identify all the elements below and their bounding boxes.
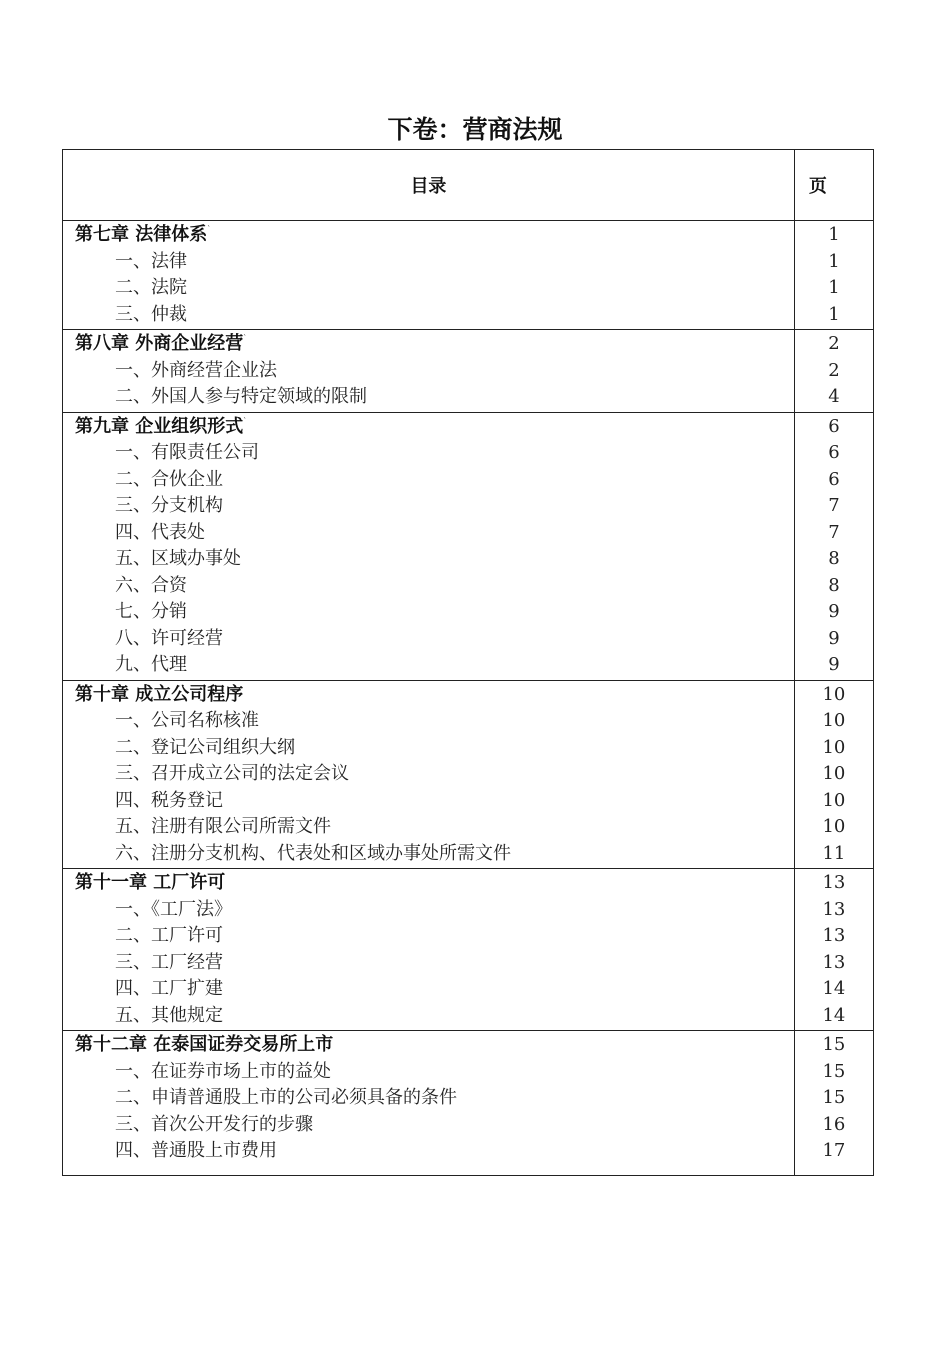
section-page-number: 10 (822, 789, 846, 811)
section-title[interactable]: 二、合伙企业 (115, 468, 223, 490)
chapter-titles-cell (63, 330, 795, 413)
section-title[interactable]: 四、代表处 (115, 521, 205, 543)
section-page-number: 7 (828, 495, 840, 516)
section-title[interactable]: 二、法院 (115, 277, 187, 298)
chapter-titles-cell (63, 869, 795, 1031)
chapter-block (63, 330, 874, 413)
section-title[interactable]: 四、税务登记 (115, 789, 223, 811)
chapter-pages-cell (794, 412, 873, 680)
section-page-number: 10 (822, 710, 846, 731)
section-title[interactable]: 六、注册分支机构、代表处和区域办事处所需文件 (115, 842, 511, 864)
section-title[interactable]: 二、登记公司组织大纲 (115, 736, 295, 758)
chapter-page-number: 1 (828, 224, 840, 245)
chapter-page-number: 6 (828, 415, 840, 437)
section-page-number: 14 (822, 1004, 846, 1026)
chapter-page-number: 13 (822, 872, 846, 893)
section-page-number: 10 (822, 736, 846, 758)
chapter-mark: ` (243, 416, 247, 425)
section-page-number: 16 (822, 1113, 846, 1135)
chapter-page-number: 2 (828, 333, 840, 354)
section-title[interactable]: 三、分支机构 (115, 495, 223, 516)
section-page-number: 11 (822, 842, 846, 864)
section-title[interactable]: 四、普通股上市费用 (115, 1140, 277, 1161)
section-title[interactable]: 五、注册有限公司所需文件 (115, 816, 331, 837)
section-page-number: 9 (828, 601, 840, 622)
section-page-number: 1 (828, 303, 840, 325)
chapter-block (63, 869, 874, 1031)
section-title[interactable]: 三、首次公开发行的步骤 (115, 1113, 313, 1135)
chapter-title-text: 第八章 外商企业经营 (75, 333, 244, 354)
section-page-number: 10 (822, 763, 846, 784)
section-title[interactable]: 九、代理 (115, 654, 187, 675)
chapter-title[interactable] (63, 331, 794, 358)
chapter-title-text: 第九章 企业组织形式 (75, 415, 244, 437)
section-title[interactable]: 一、公司名称核准 (115, 710, 259, 731)
chapter-titles-cell (63, 680, 795, 869)
section-page-number: 6 (828, 442, 840, 463)
section-page-number: 15 (822, 1060, 846, 1082)
section-page-number: 13 (822, 951, 846, 973)
section-title[interactable]: 二、申请普通股上市的公司必须具备的条件 (115, 1087, 457, 1108)
section-title[interactable]: 八、许可经营 (115, 627, 223, 649)
chapter-pages-cell (794, 869, 873, 1031)
section-title[interactable]: 四、工厂扩建 (115, 978, 223, 999)
chapter-block (63, 412, 874, 680)
section-page-number: 13 (822, 898, 846, 920)
section-page-number: 1 (828, 250, 840, 272)
chapter-page-number: 15 (822, 1034, 846, 1055)
document-title: 下卷：营商法规 (387, 115, 563, 144)
section-title[interactable]: 一、法律 (115, 250, 187, 272)
section-title[interactable]: 二、工厂许可 (115, 925, 223, 946)
section-title[interactable]: 五、其他规定 (115, 1004, 223, 1026)
table-of-contents (62, 149, 874, 1176)
section-title[interactable]: 一、《工厂法》 (115, 898, 232, 920)
section-page-number: 13 (822, 925, 846, 946)
toc-body (63, 221, 874, 1176)
section-page-number: 17 (822, 1140, 846, 1161)
section-title[interactable]: 三、工厂经营 (115, 951, 223, 973)
section-title[interactable]: 一、外商经营企业法 (115, 359, 277, 381)
section-title[interactable]: 七、分销 (115, 601, 187, 622)
chapter-title[interactable] (63, 414, 794, 441)
section-title[interactable]: 一、有限责任公司 (115, 442, 259, 463)
section-title[interactable]: 六、合资 (115, 574, 187, 596)
section-title[interactable]: 三、仲裁 (115, 303, 187, 325)
chapter-block (63, 680, 874, 869)
section-page-number: 14 (822, 978, 846, 999)
chapter-title-text: 第十二章 在泰国证券交易所上市 (75, 1034, 334, 1055)
section-title[interactable]: 一、在证券市场上市的益处 (115, 1060, 331, 1082)
section-page-number: 2 (828, 359, 840, 381)
toc-header-row (63, 150, 874, 221)
section-page-number: 4 (828, 386, 840, 407)
chapter-mark: ` (243, 334, 247, 342)
chapter-title[interactable] (63, 1032, 794, 1059)
section-title[interactable]: 五、区域办事处 (115, 548, 241, 569)
section-page-number: 9 (828, 654, 840, 675)
chapter-block (63, 1031, 874, 1176)
section-title[interactable]: 二、外国人参与特定领域的限制 (115, 386, 367, 407)
chapter-pages-cell (794, 680, 873, 869)
chapter-pages-cell (794, 221, 873, 330)
contents-header: 目录 (63, 150, 795, 221)
section-page-number: 15 (822, 1087, 846, 1108)
page-header: 页 (794, 150, 873, 221)
section-page-number: 7 (828, 521, 840, 543)
chapter-block (63, 221, 874, 330)
section-page-number: 9 (828, 627, 840, 649)
section-page-number: 1 (828, 277, 840, 298)
chapter-title[interactable] (63, 682, 794, 709)
section-page-number: 6 (828, 468, 840, 490)
section-page-number: 8 (828, 574, 840, 596)
chapter-title[interactable] (63, 870, 794, 897)
section-title[interactable]: 三、召开成立公司的法定会议 (115, 763, 349, 784)
chapter-title-text: 第七章 法律体系 (75, 224, 208, 245)
chapter-titles-cell (63, 1031, 795, 1176)
section-page-number: 8 (828, 548, 840, 569)
chapter-titles-cell (63, 221, 795, 330)
chapter-page-number: 10 (822, 683, 846, 705)
chapter-pages-cell (794, 1031, 873, 1176)
chapter-title-text: 第十一章 工厂许可 (75, 872, 226, 893)
chapter-mark: ` (207, 225, 211, 233)
section-page-number: 10 (822, 816, 846, 837)
chapter-title[interactable] (63, 222, 794, 249)
chapter-pages-cell (794, 330, 873, 413)
chapter-titles-cell (63, 412, 795, 680)
chapter-title-text: 第十章 成立公司程序 (75, 683, 244, 705)
